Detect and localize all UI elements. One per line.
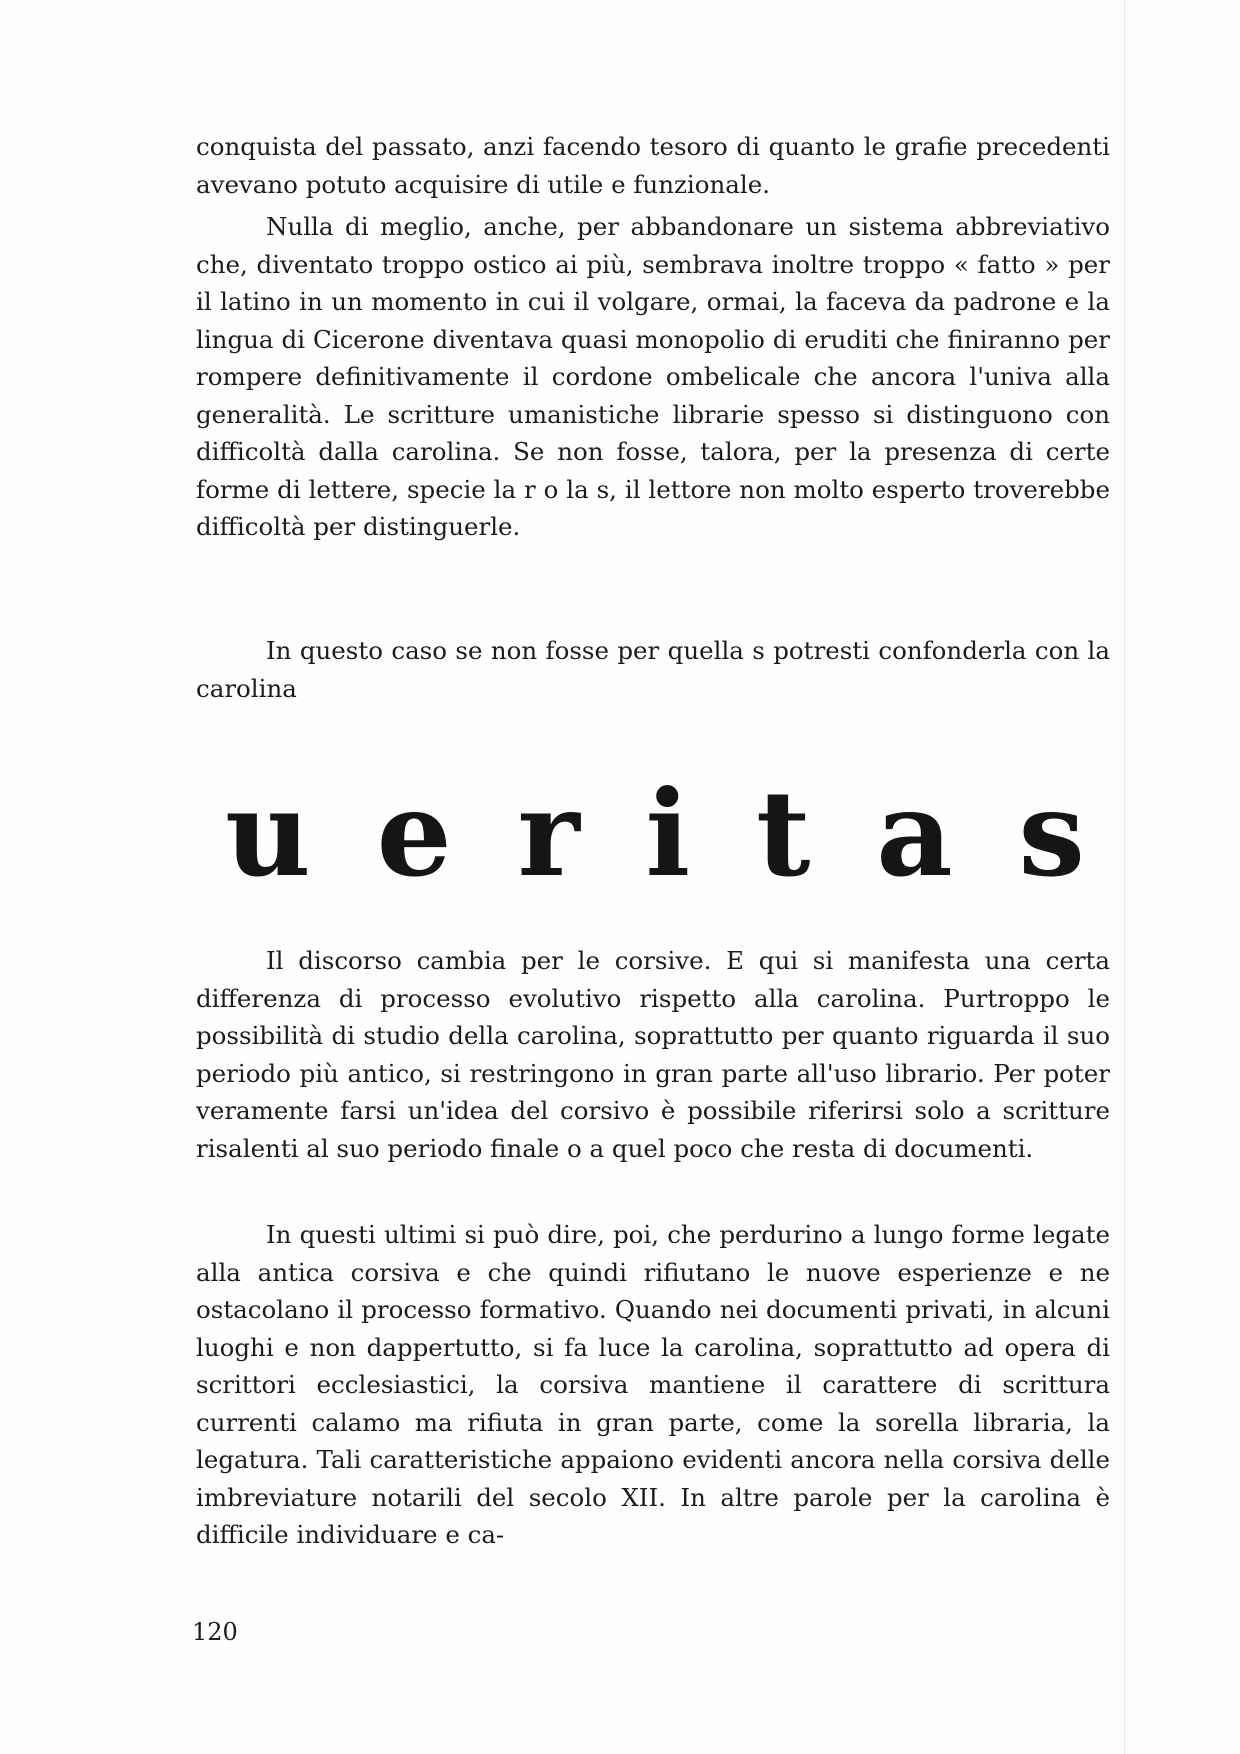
page-edge-line <box>1124 0 1125 1754</box>
paragraph-private-documents: In questi ultimi si può dire, poi, che perdurino a lungo forme legate alla antica corsiva e che quindi rifiutano le nuove esperienze e ne ostacolano il processo formativo. Quando nei documenti privati, in alcuni luoghi e non dappertutto, si fa luce la carolina, soprattutto ad opera di scrittori ecclesiastici, la corsiva mantiene il carattere di scrittura currenti calamo ma rifiuta in gran parte, come la sorella libraria, la legatura. Tali caratteristiche appaiono evidenti ancora nella corsiva delle imbreviature notarili del secolo XII. In altre parole per la carolina è difficile individuare e ca- <box>196 1220 1110 1549</box>
paragraph-cursive-scripts: Il discorso cambia per le corsive. E qui si manifesta una certa differenza di processo evolutivo rispetto alla carolina. Purtroppo le possibilità di studio della carolina, soprattutto per quanto riguarda il suo periodo più antico, si restringono in gran parte all'uso librario. Per poter veramente farsi un'idea del corsivo è possibile riferirsi solo a scritture risalenti al suo periodo finale o a quel poco che resta di documenti. <box>196 946 1110 1163</box>
paragraph-continuation: conquista del passato, anzi facendo tesoro di quanto le grafie precedenti avevano potuto acquisire di utile e funzionale. <box>196 132 1110 199</box>
specimen-letter-t: t <box>756 764 811 903</box>
paragraph-abbreviation-system: Nulla di meglio, anche, per abbandonare un sistema abbreviativo che, diventato troppo ostico ai più, sembrava inoltre troppo « fatto » per il latino in un momento in cui il volgare, ormai, la faceva da padrone e la lingua di Cicerone diventava quasi monopolio di eruditi che finiranno per rompere definitivamente il cordone ombelicale che ancora l'univa alla generalità. Le scritture umanistiche librarie spesso si distinguono con difficoltà dalla carolina. Se non fosse, talora, per la presenza di certe forme di lettere, specie la r o la s, il lettore non molto esperto troverebbe difficoltà per distinguerle. <box>196 212 1110 541</box>
specimen-letter-e: e <box>376 764 452 903</box>
specimen-letter-s: s <box>1018 764 1085 903</box>
paragraph-specimen-intro: In questo caso se non fosse per quella s potresti confonderla con la carolina <box>196 636 1110 703</box>
page-number: 120 <box>192 1618 238 1646</box>
specimen-letter-u: u <box>225 764 311 903</box>
specimen-letter-r: r <box>517 764 580 903</box>
script-specimen-veritas <box>225 764 1085 903</box>
specimen-letter-i: i <box>645 764 691 903</box>
specimen-letter-a: a <box>876 764 953 903</box>
